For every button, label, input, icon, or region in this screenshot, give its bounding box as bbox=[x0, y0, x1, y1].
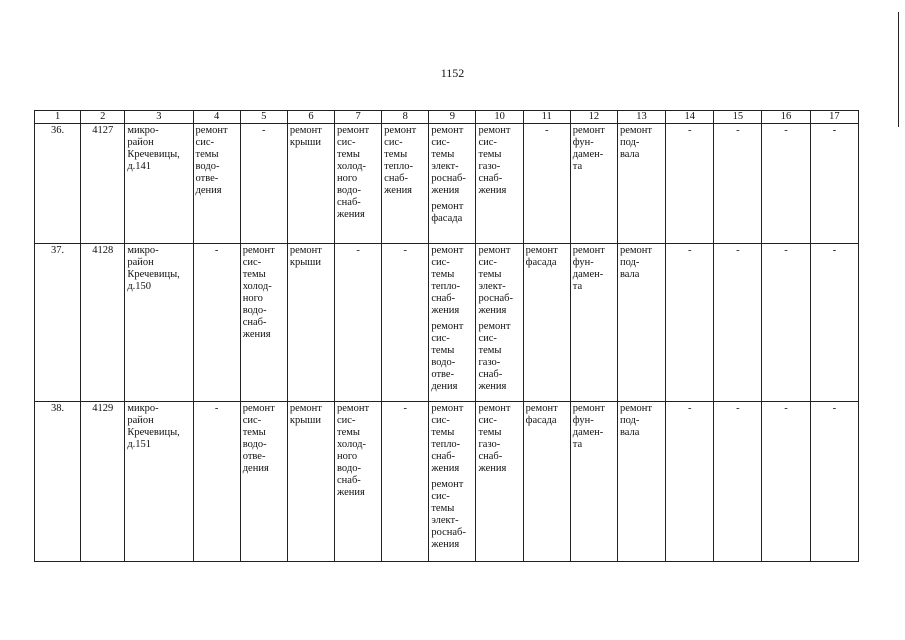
building-code: 4128 bbox=[81, 244, 125, 402]
building-code: 4129 bbox=[81, 402, 125, 562]
work-cell: - bbox=[810, 244, 858, 402]
work-cell: ремонт сис- темы водо- отве- дения bbox=[240, 402, 287, 562]
work-cell: ремонт сис- темы холод- ного водо- снаб- жения bbox=[335, 402, 382, 562]
work-cell: ремонт сис- темы водо- отве- дения bbox=[193, 124, 240, 244]
work-cell: - bbox=[666, 124, 714, 244]
column-header: 5 bbox=[240, 111, 287, 124]
column-header: 7 bbox=[335, 111, 382, 124]
work-entry: ремонт сис- темы газо- снаб- жения bbox=[478, 125, 511, 196]
row-number: 38. bbox=[35, 402, 81, 562]
work-cell: ремонт фун- дамен- та bbox=[570, 244, 617, 402]
work-cell: - bbox=[666, 244, 714, 402]
row-number: 36. bbox=[35, 124, 81, 244]
column-header: 15 bbox=[714, 111, 762, 124]
column-header: 10 bbox=[476, 111, 523, 124]
work-cell: - bbox=[335, 244, 382, 402]
work-cell bbox=[476, 244, 523, 402]
work-cell: - bbox=[523, 124, 570, 244]
column-header: 1 bbox=[35, 111, 81, 124]
work-entry: ремонт сис- темы элект- роснаб- жения bbox=[431, 479, 466, 550]
work-cell: ремонт под- вала bbox=[617, 124, 665, 244]
work-entry: ремонт сис- темы тепло- снаб- жения bbox=[431, 245, 464, 316]
column-header: 13 bbox=[617, 111, 665, 124]
column-header: 11 bbox=[523, 111, 570, 124]
works-table bbox=[34, 110, 859, 562]
column-header: 17 bbox=[810, 111, 858, 124]
column-header: 2 bbox=[81, 111, 125, 124]
work-cell: - bbox=[666, 402, 714, 562]
margin-rule bbox=[898, 12, 899, 127]
work-cell: - bbox=[762, 244, 810, 402]
work-cell: - bbox=[714, 244, 762, 402]
work-entry: ремонт сис- темы тепло- снаб- жения bbox=[431, 403, 464, 474]
work-entry: ремонт сис- темы элект- роснаб- жения bbox=[478, 245, 514, 316]
work-cell: - bbox=[382, 244, 429, 402]
table-row bbox=[35, 402, 859, 562]
work-cell: ремонт фун- дамен- та bbox=[570, 402, 617, 562]
work-cell: - bbox=[762, 124, 810, 244]
work-cell: ремонт крыши bbox=[287, 244, 334, 402]
address-cell: микро- район Кречевицы, д.150 bbox=[125, 244, 193, 402]
work-cell: - bbox=[762, 402, 810, 562]
column-header: 4 bbox=[193, 111, 240, 124]
table-row bbox=[35, 124, 859, 244]
work-cell: - bbox=[193, 402, 240, 562]
table-row bbox=[35, 244, 859, 402]
row-number: 37. bbox=[35, 244, 81, 402]
work-cell: ремонт фасада bbox=[523, 402, 570, 562]
page-number: 1152 bbox=[440, 66, 465, 80]
work-cell bbox=[429, 124, 476, 244]
column-header: 6 bbox=[287, 111, 334, 124]
column-header: 8 bbox=[382, 111, 429, 124]
work-entry: ремонт сис- темы водо- отве- дения bbox=[431, 321, 464, 392]
work-cell: ремонт крыши bbox=[287, 402, 334, 562]
work-cell: ремонт сис- темы холод- ного водо- снаб- жения bbox=[240, 244, 287, 402]
work-cell: - bbox=[810, 402, 858, 562]
address-cell: микро- район Кречевицы, д.151 bbox=[125, 402, 193, 562]
work-cell: ремонт сис- темы холод- ного водо- снаб- жения bbox=[335, 124, 382, 244]
column-header: 14 bbox=[666, 111, 714, 124]
work-cell: - bbox=[810, 124, 858, 244]
address-cell: микро- район Кречевицы, д.141 bbox=[125, 124, 193, 244]
work-cell: ремонт крыши bbox=[287, 124, 334, 244]
work-entry: ремонт сис- темы элект- роснаб- жения bbox=[431, 125, 466, 196]
work-cell bbox=[429, 244, 476, 402]
column-header: 3 bbox=[125, 111, 193, 124]
column-header: 9 bbox=[429, 111, 476, 124]
work-cell: ремонт сис- темы тепло- снаб- жения bbox=[382, 124, 429, 244]
header-row bbox=[35, 111, 859, 124]
work-cell: ремонт под- вала bbox=[617, 402, 665, 562]
work-cell: ремонт под- вала bbox=[617, 244, 665, 402]
work-entry: ремонт фасада bbox=[431, 201, 464, 224]
building-code: 4127 bbox=[81, 124, 125, 244]
column-header: 12 bbox=[570, 111, 617, 124]
work-cell: ремонт фасада bbox=[523, 244, 570, 402]
work-cell: - bbox=[714, 402, 762, 562]
column-header: 16 bbox=[762, 111, 810, 124]
work-cell: - bbox=[193, 244, 240, 402]
work-cell: - bbox=[240, 124, 287, 244]
work-cell: - bbox=[714, 124, 762, 244]
work-entry: ремонт сис- темы газо- снаб- жения bbox=[478, 321, 511, 392]
work-cell: - bbox=[382, 402, 429, 562]
work-entry: ремонт сис- темы газо- снаб- жения bbox=[478, 403, 511, 474]
work-cell: ремонт фун- дамен- та bbox=[570, 124, 617, 244]
work-cell bbox=[476, 124, 523, 244]
work-cell bbox=[476, 402, 523, 562]
work-cell bbox=[429, 402, 476, 562]
